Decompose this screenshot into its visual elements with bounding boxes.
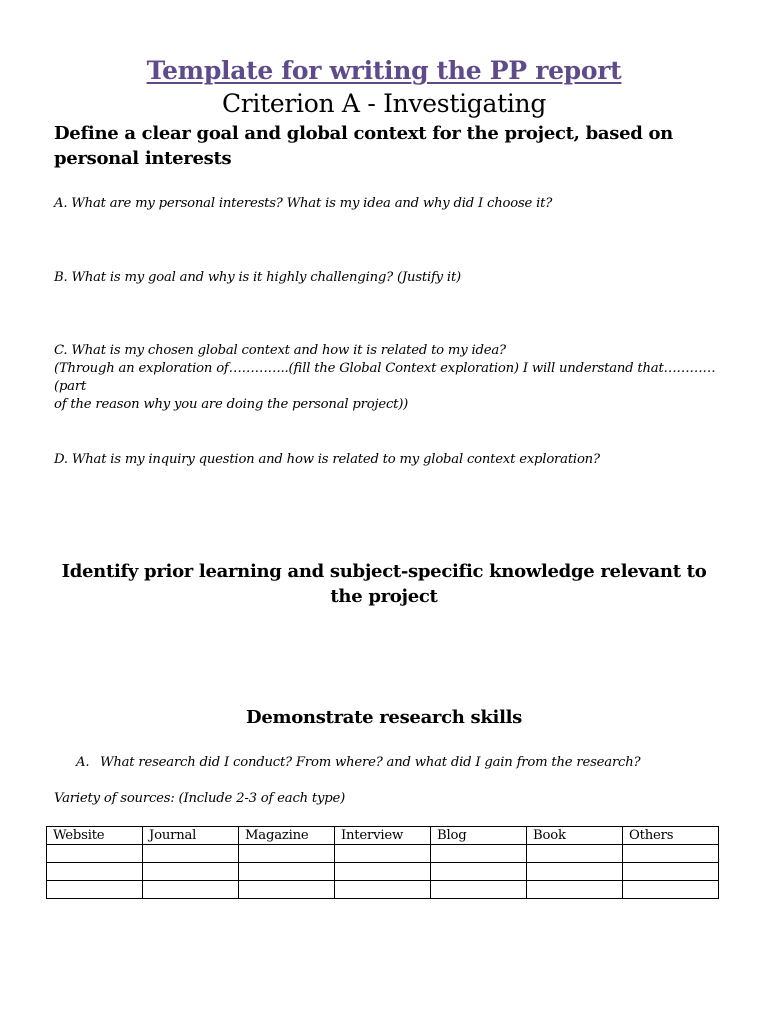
column-header-interview: Interview [335,827,431,845]
table-cell[interactable] [431,881,527,899]
table-cell[interactable] [431,845,527,863]
table-cell[interactable] [239,881,335,899]
criterion-subtitle: Criterion A - Investigating [221,89,547,118]
question-d: D. What is my inquiry question and how is related to my global context exploration? [54,452,600,467]
question-c-text: C. What is my chosen global context and how it is related to my idea? [54,343,506,358]
question-c-detail-line-1: (Through an exploration of…………..(fill the Global Context exploration) I will understand that…………(part [54,361,716,394]
table-cell[interactable] [143,845,239,863]
sources-table [46,826,719,899]
table-cell[interactable] [527,881,623,899]
table-cell[interactable] [335,881,431,899]
sources-note: Variety of sources: (Include 2-3 of each type) [54,791,346,806]
table-cell[interactable] [335,863,431,881]
table-cell[interactable] [527,863,623,881]
column-header-website: Website [47,827,143,845]
table-cell[interactable] [431,863,527,881]
column-header-magazine: Magazine [239,827,335,845]
page-title: Template for writing the PP report [146,56,622,85]
table-row [47,845,719,863]
question-a: A. What are my personal interests? What is my idea and why did I choose it? [54,196,553,211]
column-header-blog: Blog [431,827,527,845]
column-header-journal: Journal [143,827,239,845]
table-cell[interactable] [143,863,239,881]
question-b: B. What is my goal and why is it highly challenging? (Justify it) [54,270,461,285]
column-header-book: Book [527,827,623,845]
table-row [47,863,719,881]
table-header-row [47,827,719,845]
section-heading-research-skills: Demonstrate research skills [246,707,522,728]
list-marker: A. [76,755,90,770]
table-cell[interactable] [239,845,335,863]
research-question-text: What research did I conduct? From where? and what did I gain from the research? [100,755,641,770]
research-question [76,754,716,772]
table-cell[interactable] [623,845,719,863]
question-c-detail-line-2: of the reason why you are doing the personal project)) [54,397,409,412]
section-heading-prior-learning: Identify prior learning and subject-specific knowledge relevant to the project [61,561,707,607]
table-cell[interactable] [335,845,431,863]
table-cell[interactable] [47,845,143,863]
table-cell[interactable] [239,863,335,881]
section-heading-goal: Define a clear goal and global context for the project, based on personal interests [54,123,673,169]
table-cell[interactable] [47,881,143,899]
table-cell[interactable] [143,881,239,899]
table-cell[interactable] [47,863,143,881]
column-header-others: Others [623,827,719,845]
table-cell[interactable] [623,863,719,881]
table-row [47,881,719,899]
table-cell[interactable] [527,845,623,863]
question-c [54,342,724,414]
table-cell[interactable] [623,881,719,899]
